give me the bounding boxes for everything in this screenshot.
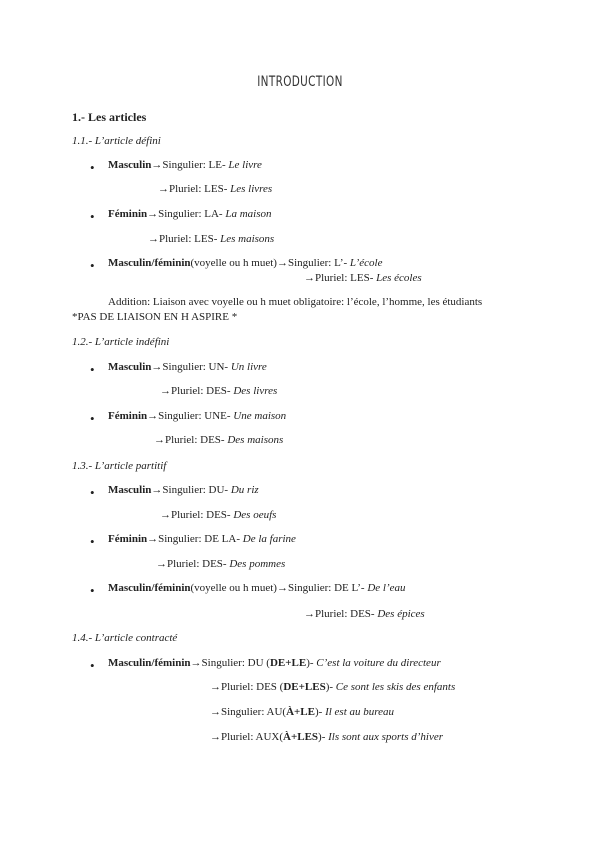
example: La maison	[225, 208, 272, 220]
article: )-	[306, 657, 317, 669]
warning-note: *PAS DE LIAISON EN H ASPIRE *	[72, 311, 238, 323]
subsection-heading: 1.4.- L’article contracté	[72, 632, 178, 644]
arrow: →	[190, 657, 202, 669]
label: Pluriel:	[169, 183, 205, 195]
article: L’-	[334, 257, 350, 269]
example: C’est la voiture du directeur	[316, 657, 441, 669]
gender-label: Masculin	[108, 159, 152, 171]
list-item	[108, 208, 272, 220]
example: Le livre	[228, 159, 262, 171]
list-item	[108, 657, 441, 669]
article: LES-	[194, 233, 221, 245]
bullet: •	[90, 362, 95, 377]
list-item	[108, 159, 262, 171]
gender-label: Masculin/féminin	[108, 582, 191, 594]
article: LA-	[204, 208, 226, 220]
article: DES (	[256, 681, 284, 693]
article: DES-	[206, 509, 234, 521]
bullet: •	[90, 485, 95, 500]
example: Il est au bureau	[325, 706, 395, 718]
example: Du riz	[230, 484, 259, 496]
list-item	[108, 410, 286, 422]
note: (voyelle ou h muet)	[190, 257, 277, 269]
bullet: •	[90, 411, 95, 426]
article: )-	[314, 706, 326, 718]
list-item	[160, 385, 277, 397]
article: AU(	[266, 706, 287, 718]
gender-label: Masculin/féminin	[108, 657, 191, 669]
article: UNE-	[204, 410, 234, 422]
example: De la farine	[242, 533, 296, 545]
arrow: →	[147, 410, 159, 422]
label: Singulier:	[158, 410, 205, 422]
label: Singulier:	[287, 257, 335, 269]
gender-label: Masculin/féminin	[108, 257, 191, 269]
arrow: →	[151, 484, 163, 496]
example: Des maisons	[227, 434, 284, 446]
label: Singulier:	[221, 706, 267, 718]
bullet: •	[90, 258, 95, 273]
arrow: →	[276, 582, 288, 594]
article: DES-	[206, 385, 234, 397]
contraction: DE+LES	[283, 681, 326, 693]
list-item	[108, 484, 259, 496]
arrow: →	[210, 681, 221, 693]
article: DES-	[202, 558, 230, 570]
article: DES-	[350, 608, 378, 620]
subsection-heading: 1.3.- L’article partitif	[72, 460, 167, 472]
label: Singulier:	[201, 657, 248, 669]
example: L’école	[349, 257, 383, 269]
arrow: →	[160, 385, 171, 397]
list-item	[148, 233, 274, 245]
example: Des oeufs	[233, 509, 277, 521]
article: LES-	[350, 272, 377, 284]
arrow: →	[154, 434, 165, 446]
arrow: →	[147, 208, 159, 220]
example: Les écoles	[376, 272, 422, 284]
article: UN-	[208, 361, 231, 373]
arrow: →	[304, 608, 315, 620]
example: Des épices	[377, 608, 425, 620]
article: DES-	[200, 434, 228, 446]
gender-label: Masculin	[108, 484, 152, 496]
arrow: →	[148, 233, 159, 245]
label: Pluriel:	[315, 608, 351, 620]
subsection-heading: 1.2.- L’article indéfini	[72, 336, 170, 348]
bullet: •	[90, 658, 95, 673]
label: Pluriel:	[159, 233, 195, 245]
subsection-heading: 1.1.- L’article défini	[72, 135, 161, 147]
label: Singulier:	[287, 582, 335, 594]
contraction: DE+LE	[269, 657, 307, 669]
label: Pluriel:	[171, 509, 207, 521]
bullet: •	[90, 209, 95, 224]
example: Un livre	[230, 361, 267, 373]
list-item	[108, 361, 267, 373]
example: Ils sont aux sports d’hiver	[328, 731, 444, 743]
gender-label: Féminin	[108, 533, 148, 545]
list-item	[304, 608, 425, 620]
article: AUX(	[255, 731, 284, 743]
label: Pluriel:	[167, 558, 203, 570]
label: Singulier:	[162, 159, 209, 171]
article: DU-	[208, 484, 231, 496]
label: Pluriel:	[315, 272, 351, 284]
gender-label: Masculin	[108, 361, 152, 373]
article: )-	[325, 681, 336, 693]
gender-label: Féminin	[108, 208, 148, 220]
example: De l’eau	[367, 582, 406, 594]
gender-label: Féminin	[108, 410, 148, 422]
example: Des pommes	[229, 558, 286, 570]
example: Ce sont les skis des enfants	[335, 681, 456, 693]
label: Pluriel:	[165, 434, 201, 446]
bullet: •	[90, 534, 95, 549]
label: Singulier:	[158, 208, 205, 220]
list-item	[108, 582, 406, 594]
arrow: →	[151, 159, 163, 171]
arrow: →	[210, 706, 221, 718]
label: Singulier:	[162, 484, 209, 496]
list-item	[160, 509, 276, 521]
article: DE LA-	[204, 533, 243, 545]
example: Des livres	[233, 385, 278, 397]
article: DE L’-	[334, 582, 368, 594]
label: Pluriel:	[221, 681, 257, 693]
list-item	[210, 731, 443, 743]
article: DU (	[247, 657, 270, 669]
example: Les livres	[230, 183, 273, 195]
label: Pluriel:	[171, 385, 207, 397]
label: Singulier:	[158, 533, 205, 545]
article: )-	[318, 731, 329, 743]
arrow: →	[158, 183, 169, 195]
arrow: →	[156, 558, 167, 570]
arrow: →	[210, 731, 221, 743]
bullet: •	[90, 583, 95, 598]
example: Une maison	[233, 410, 287, 422]
label: Singulier:	[162, 361, 209, 373]
addition-note: Addition: Liaison avec voyelle ou h muet obligatoire: l’école, l’homme, les étudiants	[108, 296, 483, 308]
example: Les maisons	[220, 233, 275, 245]
list-item	[210, 706, 394, 718]
arrow: →	[147, 533, 159, 545]
list-item	[304, 272, 422, 284]
label: Pluriel:	[221, 731, 256, 743]
contraction: À+LES	[283, 731, 319, 743]
arrow: →	[304, 272, 315, 284]
article: LES-	[204, 183, 231, 195]
list-item	[154, 434, 283, 446]
list-item	[210, 681, 455, 693]
list-item	[108, 257, 382, 269]
article: LE-	[208, 159, 229, 171]
note: (voyelle ou h muet)	[190, 582, 277, 594]
list-item	[158, 183, 272, 195]
list-item	[108, 533, 296, 545]
page-title: INTRODUCTION	[257, 74, 343, 90]
arrow: →	[151, 361, 163, 373]
list-item	[156, 558, 285, 570]
bullet: •	[90, 160, 95, 175]
contraction: À+LE	[286, 706, 315, 718]
arrow: →	[160, 509, 171, 521]
section-heading: 1.- Les articles	[72, 110, 147, 124]
arrow: →	[276, 257, 288, 269]
